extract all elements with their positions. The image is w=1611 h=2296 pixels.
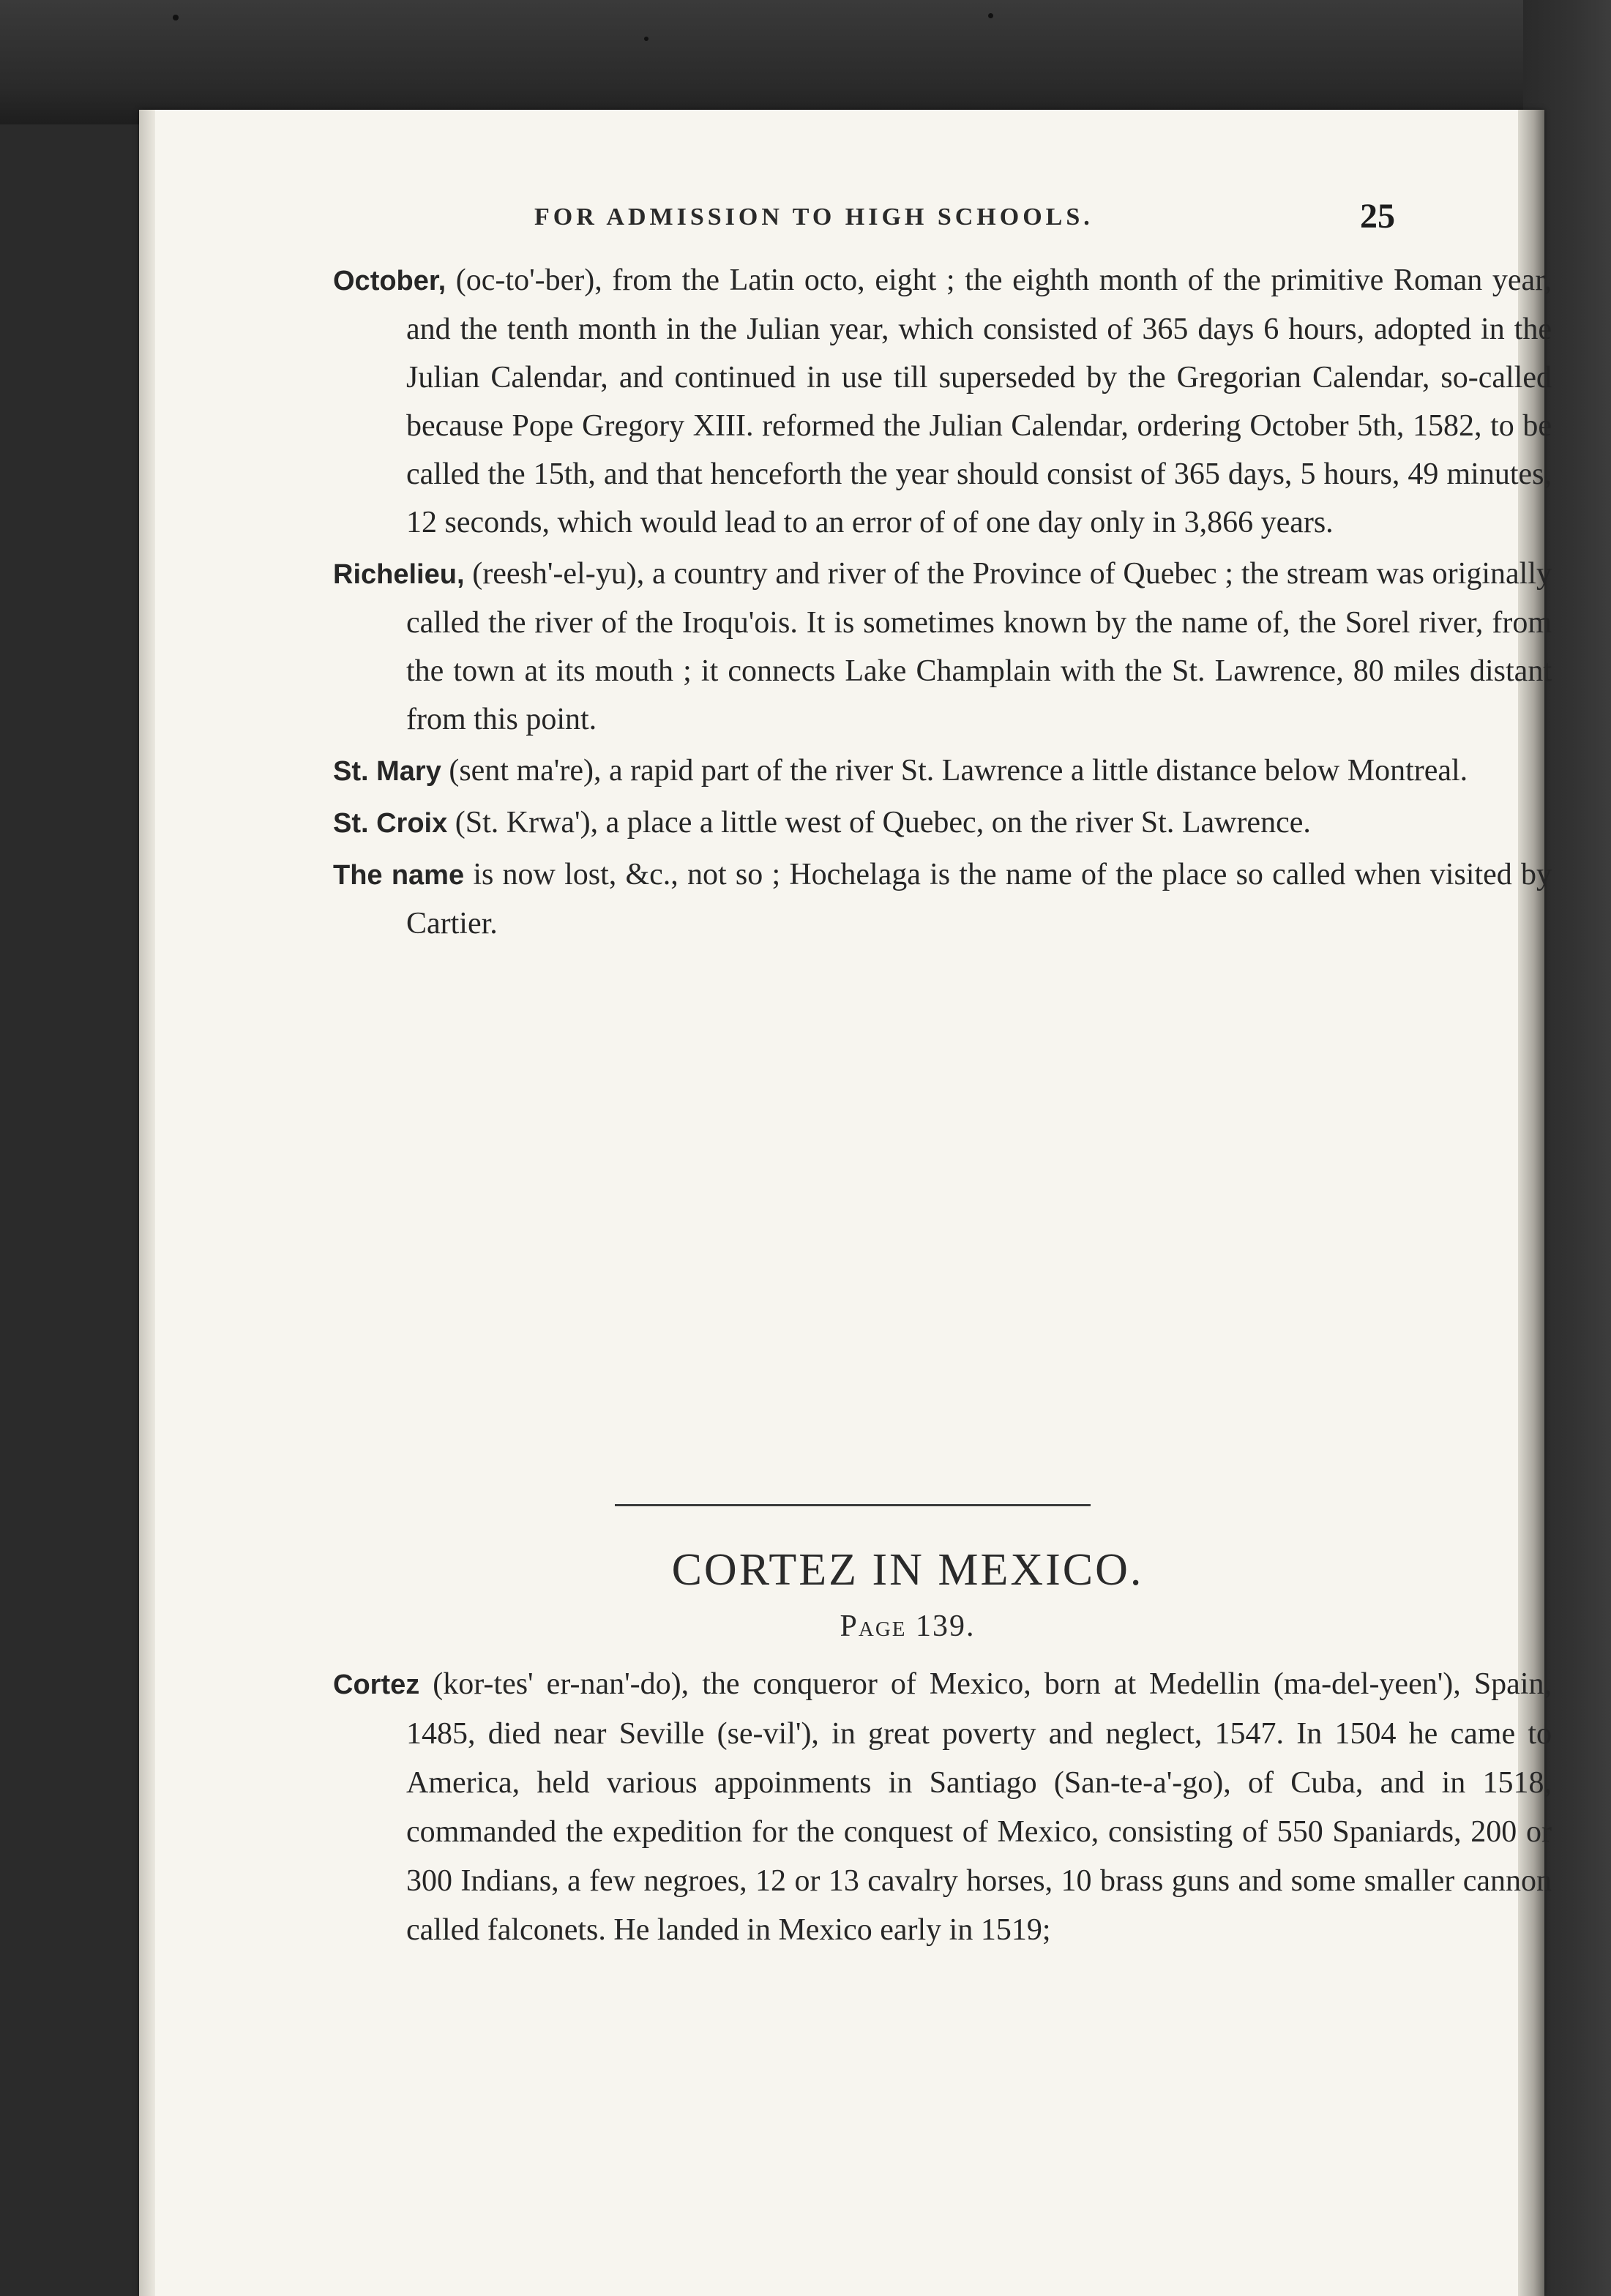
section-subtitle: Page 139. — [840, 1609, 976, 1643]
entry-term: St. Mary — [333, 756, 441, 787]
entry-term: Cortez — [333, 1669, 420, 1700]
glossary-entry-october — [333, 256, 1552, 547]
glossary-entry-st-croix — [333, 799, 1552, 848]
glossary-entry-richelieu — [333, 550, 1552, 744]
entry-text: (oc-to'-ber), from the Latin octo, eight ; the eighth month of the primitive Roman year, and the tenth month in the Julian year, which consisted of 365 days 6 hours, adopted in the Julian Calendar, and continued in use till superseded by the Gregorian Calendar, so-called because Pope Gregory XIII. reformed the Julian Calendar, ordering October 5th, 1582, to be called the 15th, and that henceforth the year should consist of 365 days, 5 hours, 49 minutes, 12 seconds, which would lead to an error of of one day only in 3,866 years. — [406, 263, 1552, 539]
dust-speck — [644, 37, 648, 41]
entry-term: St. Croix — [333, 808, 448, 839]
glossary-entries-bottom — [333, 1660, 1552, 1958]
page-number: 25 — [1360, 197, 1395, 236]
entry-term: Richelieu, — [333, 559, 465, 590]
entry-text: (sent ma're), a rapid part of the river St. Lawrence a little distance below Montreal. — [441, 754, 1468, 788]
dust-speck — [988, 13, 993, 18]
glossary-entries-top — [333, 256, 1552, 951]
entry-text: is now lost, &c., not so ; Hochelaga is the name of the place so called when visited by Cartier. — [406, 858, 1552, 941]
dust-speck — [173, 15, 179, 20]
entry-term: October, — [333, 266, 446, 296]
entry-text: (St. Krwa'), a place a little west of Quebec, on the river St. Lawrence. — [447, 806, 1311, 840]
running-head: FOR ADMISSION TO HIGH SCHOOLS. — [534, 203, 1094, 231]
glossary-entry-cortez — [333, 1660, 1552, 1955]
section-title: CORTEZ IN MEXICO. — [671, 1545, 1144, 1595]
entry-term: The name — [333, 860, 465, 891]
entry-text: (reesh'-el-yu), a country and river of the Province of Quebec ; the stream was originally called the river of the Iroqu'ois. It is sometimes known by the name of, the Sorel river, from the town at its mouth ; it connects Lake Champlain with the St. Lawrence, 80 miles distant from this point. — [406, 557, 1552, 736]
scanner-top-margin — [0, 0, 1611, 124]
glossary-entry-st-mary — [333, 747, 1552, 796]
glossary-entry-the-name — [333, 850, 1552, 948]
section-divider — [615, 1504, 1091, 1506]
book-page — [139, 110, 1552, 2296]
page-gutter-edge — [139, 110, 155, 2296]
entry-text: (kor-tes' er-nan'-do), the conqueror of Mexico, born at Medellin (ma-del-yeen'), Spain, 1485, died near Seville (se-vil'), in great poverty and neglect, 1547. In 1504 he came to America, held various appoinments in Santiago (San-te-a'-go), of Cuba, and in 1518, commanded the expedition for the conquest of Mexico, consisting of 550 Spaniards, 200 or 300 Indians, a few negroes, 12 or 13 cavalry horses, 10 brass guns and some smaller cannon called falconets. He landed in Mexico early in 1519; — [406, 1667, 1552, 1947]
